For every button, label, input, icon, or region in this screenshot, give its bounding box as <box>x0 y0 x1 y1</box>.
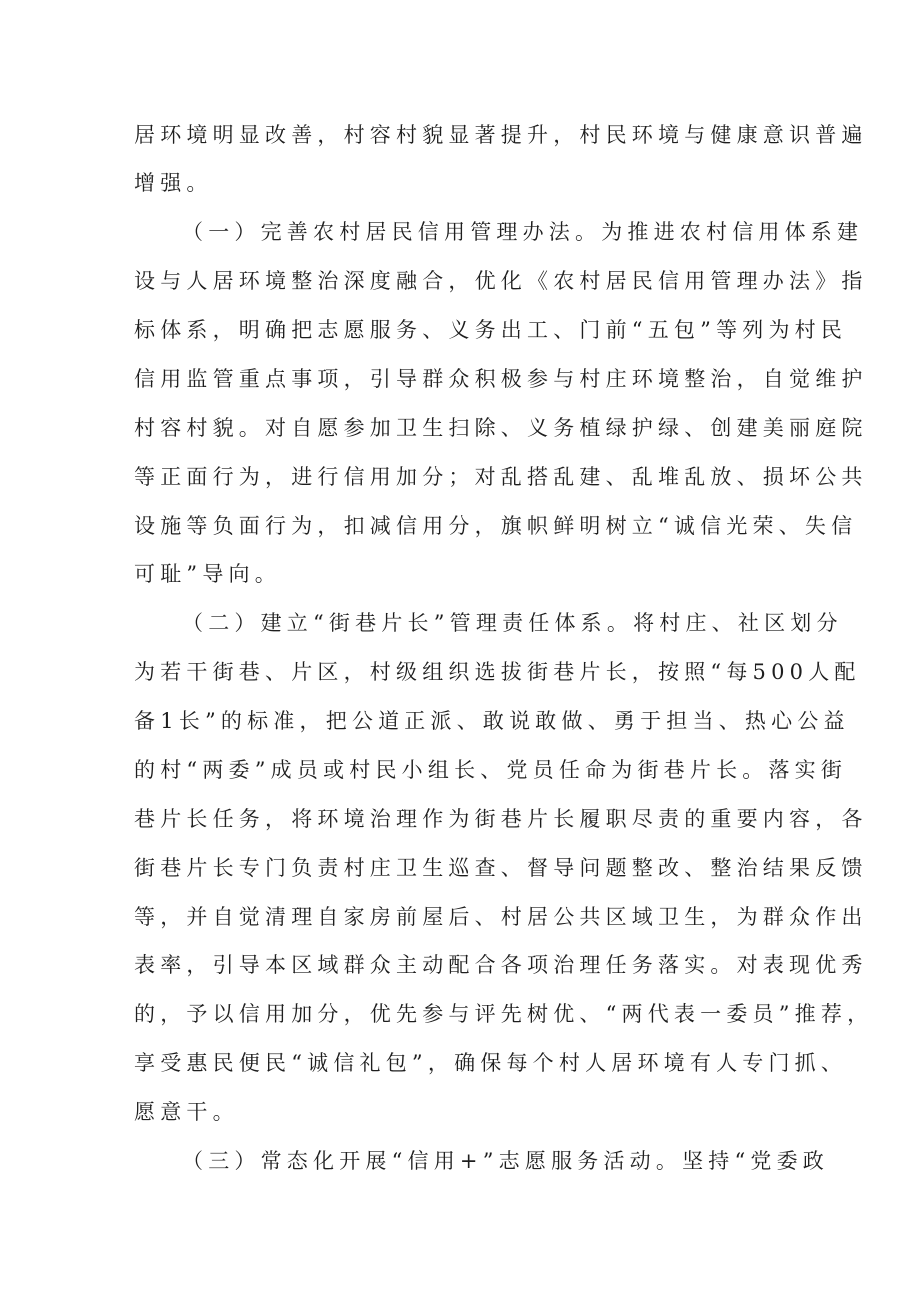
text-line: 居环境明显改善，村容村貌显著提升，村民环境与健康意识普遍 <box>134 123 868 147</box>
section-heading-line: （一）完善农村居民信用管理办法。为推进农村信用体系建 <box>182 220 864 244</box>
text-line: 享受惠民便民“诚信礼包”，确保每个村人居环境有人专门抓、 <box>134 1051 848 1075</box>
text-line: 的村“两委”成员或村民小组长、党员任命为街巷片长。落实街 <box>134 758 848 782</box>
text-line: 标体系，明确把志愿服务、义务出工、门前“五包”等列为村民 <box>134 318 848 342</box>
text-line: 设施等负面行为，扣减信用分，旗帜鲜明树立“诚信光荣、失信 <box>134 514 858 538</box>
text-line: 等正面行为，进行信用加分；对乱搭乱建、乱堆乱放、损坏公共 <box>134 465 868 489</box>
section-heading-line: （三）常态化开展“信用+”志愿服务活动。坚持“党委政 <box>182 1149 830 1173</box>
text-line: 村容村貌。对自愿参加卫生扫除、义务植绿护绿、创建美丽庭院 <box>134 416 868 440</box>
section-heading-line: （二）建立“街巷片长”管理责任体系。将村庄、社区划分 <box>182 611 843 635</box>
text-line: 的，予以信用加分，优先参与评先树优、“两代表一委员”推荐， <box>134 1002 874 1026</box>
text-line: 街巷片长专门负责村庄卫生巡查、督导问题整改、整治结果反馈 <box>134 856 868 880</box>
text-line: 为若干街巷、片区，村级组织选拔街巷片长，按照“每500人配 <box>134 660 861 684</box>
text-line: 巷片长任务，将环境治理作为街巷片长履职尽责的重要内容，各 <box>134 807 868 831</box>
text-line: 增强。 <box>134 171 213 195</box>
text-line: 等，并自觉清理自家房前屋后、村居公共区域卫生，为群众作出 <box>134 905 868 929</box>
text-line: 设与人居环境整治深度融合，优化《农村居民信用管理办法》指 <box>134 269 868 293</box>
text-line: 信用监管重点事项，引导群众积极参与村庄环境整治，自觉维护 <box>134 367 868 391</box>
text-line: 可耻”导向。 <box>134 562 281 586</box>
text-line: 愿意干。 <box>134 1100 239 1124</box>
text-line: 备1长”的标准，把公道正派、敢说敢做、勇于担当、热心公益 <box>134 709 850 733</box>
text-line: 表率，引导本区域群众主动配合各项治理任务落实。对表现优秀 <box>134 953 868 977</box>
